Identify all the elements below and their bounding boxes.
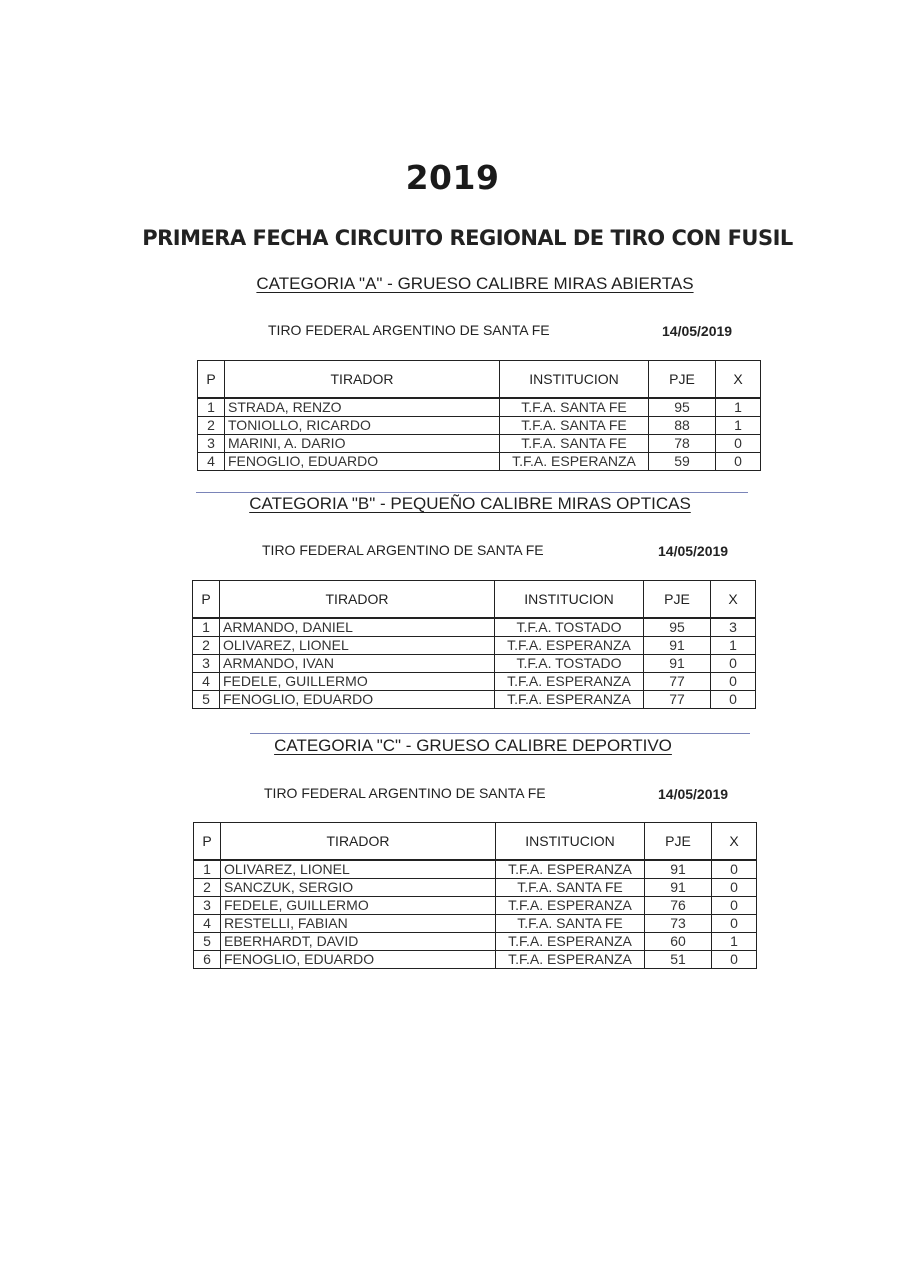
institution-cell: T.F.A. ESPERANZA [496,860,645,879]
col-header-p: P [194,823,221,861]
institution-cell: T.F.A. ESPERANZA [496,951,645,969]
col-header-tirador: TIRADOR [225,361,500,399]
score-cell: 91 [645,879,712,897]
shooter-name-cell: STRADA, RENZO [225,398,500,417]
x-count-cell: 3 [711,618,756,637]
shooter-name-cell: FEDELE, GUILLERMO [220,673,495,691]
score-cell: 77 [644,691,711,709]
institution-cell: T.F.A. TOSTADO [495,618,644,637]
table-row [194,915,757,933]
table-row [193,673,756,691]
shooter-name-cell: FENOGLIO, EDUARDO [221,951,496,969]
table-row [194,879,757,897]
institution-cell: T.F.A. SANTA FE [500,435,649,453]
col-header-p: P [198,361,225,399]
score-cell: 91 [645,860,712,879]
position-cell: 1 [198,398,225,417]
score-cell: 59 [649,453,716,471]
table-header-row [198,361,761,399]
score-cell: 91 [644,655,711,673]
institution-cell: T.F.A. ESPERANZA [500,453,649,471]
category-c-venue: TIRO FEDERAL ARGENTINO DE SANTA FE [264,785,546,801]
position-cell: 2 [194,879,221,897]
x-count-cell: 1 [712,933,757,951]
shooter-name-cell: ARMANDO, DANIEL [220,618,495,637]
shooter-name-cell: FENOGLIO, EDUARDO [225,453,500,471]
position-cell: 6 [194,951,221,969]
x-count-cell: 0 [711,655,756,673]
year-heading: 2019 [405,158,500,197]
category-c-date: 14/05/2019 [658,786,729,802]
position-cell: 4 [194,915,221,933]
table-row [193,618,756,637]
institution-cell: T.F.A. SANTA FE [500,398,649,417]
position-cell: 3 [198,435,225,453]
position-cell: 2 [193,637,220,655]
table-row [193,637,756,655]
position-cell: 1 [193,618,220,637]
table-row [198,453,761,471]
institution-cell: T.F.A. SANTA FE [496,915,645,933]
institution-cell: T.F.A. TOSTADO [495,655,644,673]
table-header-row [193,581,756,619]
position-cell: 2 [198,417,225,435]
score-cell: 95 [644,618,711,637]
shooter-name-cell: EBERHARDT, DAVID [221,933,496,951]
col-header-tirador: TIRADOR [220,581,495,619]
col-header-pje: PJE [644,581,711,619]
institution-cell: T.F.A. ESPERANZA [496,933,645,951]
col-header-x: X [711,581,756,619]
score-cell: 51 [645,951,712,969]
institution-cell: T.F.A. SANTA FE [500,417,649,435]
col-header-institucion: INSTITUCION [500,361,649,399]
position-cell: 3 [193,655,220,673]
shooter-name-cell: FEDELE, GUILLERMO [221,897,496,915]
col-header-tirador: TIRADOR [221,823,496,861]
score-cell: 76 [645,897,712,915]
document-title: PRIMERA FECHA CIRCUITO REGIONAL DE TIRO CON FUSIL [142,226,793,250]
results-table-a [197,360,761,471]
shooter-name-cell: SANCZUK, SERGIO [221,879,496,897]
results-table-b [192,580,756,709]
shooter-name-cell: OLIVAREZ, LIONEL [221,860,496,879]
shooter-name-cell: TONIOLLO, RICARDO [225,417,500,435]
position-cell: 5 [194,933,221,951]
category-a-date: 14/05/2019 [662,323,733,339]
x-count-cell: 1 [716,417,761,435]
score-cell: 73 [645,915,712,933]
score-cell: 95 [649,398,716,417]
score-cell: 77 [644,673,711,691]
shooter-name-cell: FENOGLIO, EDUARDO [220,691,495,709]
score-cell: 60 [645,933,712,951]
category-b-venue: TIRO FEDERAL ARGENTINO DE SANTA FE [262,542,544,558]
x-count-cell: 0 [712,915,757,933]
table-row [198,435,761,453]
category-b-title: CATEGORIA "B" - PEQUEÑO CALIBRE MIRAS OPTICAS [249,494,691,513]
position-cell: 5 [193,691,220,709]
table-header-row [194,823,757,861]
divider-line [250,733,750,734]
shooter-name-cell: RESTELLI, FABIAN [221,915,496,933]
position-cell: 4 [193,673,220,691]
position-cell: 4 [198,453,225,471]
table-row [193,691,756,709]
x-count-cell: 0 [712,951,757,969]
institution-cell: T.F.A. ESPERANZA [495,637,644,655]
x-count-cell: 0 [716,453,761,471]
x-count-cell: 0 [716,435,761,453]
score-cell: 78 [649,435,716,453]
institution-cell: T.F.A. SANTA FE [496,879,645,897]
x-count-cell: 1 [716,398,761,417]
institution-cell: T.F.A. ESPERANZA [495,673,644,691]
category-a-title: CATEGORIA "A" - GRUESO CALIBRE MIRAS ABIERTAS [256,274,694,293]
score-cell: 91 [644,637,711,655]
x-count-cell: 0 [712,879,757,897]
category-a-venue: TIRO FEDERAL ARGENTINO DE SANTA FE [268,322,550,338]
col-header-pje: PJE [649,361,716,399]
x-count-cell: 0 [712,860,757,879]
position-cell: 1 [194,860,221,879]
table-row [194,860,757,879]
x-count-cell: 0 [712,897,757,915]
divider-line [196,492,748,493]
category-b-date: 14/05/2019 [658,543,729,559]
col-header-institucion: INSTITUCION [495,581,644,619]
table-row [194,897,757,915]
col-header-p: P [193,581,220,619]
shooter-name-cell: ARMANDO, IVAN [220,655,495,673]
category-c-title: CATEGORIA "C" - GRUESO CALIBRE DEPORTIVO [274,736,672,755]
x-count-cell: 1 [711,637,756,655]
col-header-institucion: INSTITUCION [496,823,645,861]
x-count-cell: 0 [711,691,756,709]
table-row [198,398,761,417]
x-count-cell: 0 [711,673,756,691]
col-header-x: X [712,823,757,861]
shooter-name-cell: OLIVAREZ, LIONEL [220,637,495,655]
table-row [194,951,757,969]
institution-cell: T.F.A. ESPERANZA [496,897,645,915]
table-row [198,417,761,435]
col-header-pje: PJE [645,823,712,861]
table-row [194,933,757,951]
score-cell: 88 [649,417,716,435]
col-header-x: X [716,361,761,399]
institution-cell: T.F.A. ESPERANZA [495,691,644,709]
shooter-name-cell: MARINI, A. DARIO [225,435,500,453]
position-cell: 3 [194,897,221,915]
table-row [193,655,756,673]
results-table-c [193,822,757,969]
